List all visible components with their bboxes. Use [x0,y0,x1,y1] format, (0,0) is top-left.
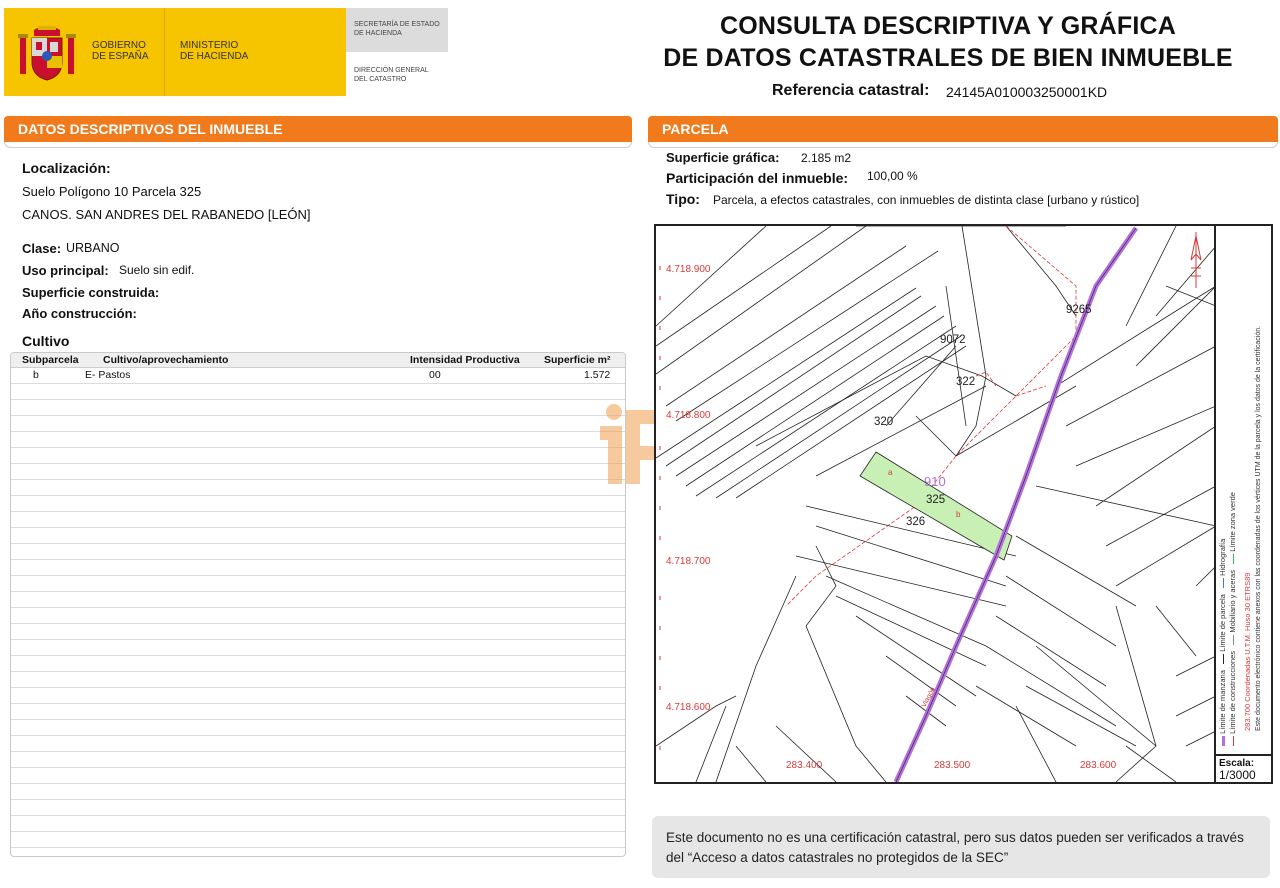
superficie-grafica-value: 2.185 m2 [801,151,852,165]
parcel-number: 325 [926,494,946,506]
y-grid-label: 4.718.900 [666,264,711,275]
government-logo [4,8,448,96]
section-title-part2: INMUEBLE [209,121,283,137]
subparcel-letter: a [888,468,893,477]
parcel-number: 322 [956,376,976,388]
table-row [11,368,625,384]
scale-value: 1/3000 [1219,768,1256,782]
tipo-value: Parcela, a efectos catastrales, con inmuebles de distinta clase [urbano y rústico] [713,193,1140,207]
empty-row [11,640,625,656]
y-grid-label: 4.718.600 [666,702,711,713]
empty-row [11,704,625,720]
scale-label: Escala: [1219,758,1255,769]
empty-row [11,592,625,608]
empty-row [11,624,625,640]
empty-row [11,464,625,480]
parcel-number: 910 [924,474,946,489]
empty-row [11,768,625,784]
title-line-2: DE DATOS CATASTRALES DE BIEN INMUEBLE [663,44,1233,72]
document-title [660,10,1236,74]
parcel-number: 326 [906,516,926,528]
legend-limite-parcela: Límite de parcela [1218,594,1227,652]
cell-cultivo: E- Pastos [85,369,131,381]
legend-limite-construcciones: Límite de construcciones [1228,650,1237,734]
participacion-value: 100,00 % [867,169,918,183]
refcat-value: 24145A010003250001KD [946,84,1108,100]
cell-subparcela: b [33,369,39,381]
participacion-label: Participación del inmueble: [666,170,849,186]
clase-label: Clase: [22,241,62,256]
empty-row [11,384,625,400]
uso-principal-value: Suelo sin edif. [119,263,195,277]
subparcel-letter: b [956,510,961,519]
secretaria-label: SECRETARÍA DE ESTADO DE HACIENDA [346,8,448,52]
coords-text: 283.700 Coordenadas U.T.M. Huso 30 ETRS89 [1243,572,1252,731]
col-cultivo: Cultivo/aprovechamiento [103,354,229,366]
anio-construccion-label: Año construcción: [22,306,137,321]
cell-superficie: 1.572 [584,369,611,381]
x-grid-label: 283.400 [786,760,823,771]
clase-value: URBANO [66,241,120,255]
legend-limite-manzana: Límite de manzana [1218,670,1227,734]
superficie-grafica-label: Superficie gráfica: [666,150,780,165]
empty-row [11,688,625,704]
legend-row-2 [1228,492,1237,746]
parcel-number: 9072 [940,334,966,346]
section-underline [4,142,632,148]
empty-row [11,784,625,800]
disclaimer-note: Este documento no es una certificación catastral, pero sus datos pueden ser verificados a través del “Acceso a datos catastrales no protegidos de la SEC” [652,816,1270,878]
empty-row [11,432,625,448]
col-subparcela: Subparcela [22,354,79,366]
scale-box [1214,754,1271,782]
parcela-header: PARCELA [648,116,1278,142]
legend-zona-verde: Límite zona verde [1228,492,1237,552]
empty-row [11,832,625,848]
empty-row [11,496,625,512]
title-line-1: CONSULTA DESCRIPTIVA Y GRÁFICA [719,12,1177,40]
datos-descriptivos-header [4,116,632,142]
col-superficie: Superficie m² [544,354,611,366]
annex-text: Este documento electrónico contiene anexos con las coordenadas de los vértices UTM de la parcela y los datos de la certificación. [1255,325,1262,731]
empty-row [11,448,625,464]
empty-row [11,528,625,544]
legend-mobiliario: Mobiliario y aceras [1228,570,1237,633]
north-arrow-icon [1188,232,1204,288]
col-intensidad: Intensidad Productiva [410,354,520,366]
logo-divider [164,8,165,96]
y-grid-label: 4.718.700 [666,556,711,567]
empty-row [11,544,625,560]
empty-row [11,720,625,736]
localizacion-line2: CANOS. SAN ANDRES DEL RABANEDO [LEÓN] [22,207,311,222]
legend-hidrografia: Hidrografía [1218,538,1227,576]
cadastral-map[interactable] [654,224,1273,784]
legend-row-1 [1218,539,1227,746]
ministerio-label: MINISTERIO DE HACIENDA [180,40,249,62]
gobierno-label: GOBIERNO DE ESPAÑA [92,40,149,62]
empty-row [11,576,625,592]
localizacion-label: Localización: [22,160,111,176]
uso-principal-label: Uso principal: [22,263,109,278]
empty-row [11,816,625,832]
y-grid-label: 4.718.800 [666,410,711,421]
cell-intensidad: 00 [429,369,441,381]
empty-row [11,752,625,768]
highlighted-parcel [860,452,1012,560]
empty-row [11,480,625,496]
cultivo-title: Cultivo [22,333,70,349]
empty-row [11,512,625,528]
refcat-label: Referencia catastral: [772,82,930,99]
cultivo-table-header [11,353,625,368]
empty-row [11,416,625,432]
empty-row [11,608,625,624]
x-grid-label: 283.500 [934,760,971,771]
empty-row [11,672,625,688]
empty-row [11,560,625,576]
empty-row [11,800,625,816]
empty-row [11,656,625,672]
empty-table-rows [11,384,625,857]
empty-row [11,848,625,857]
section-title-part1: DATOS DESCRIPTIVOS DEL [18,121,210,137]
direccion-general-label: DIRECCIÓN GENERAL DEL CATASTRO [354,67,429,83]
parcel-number: 320 [874,416,894,428]
tipo-label: Tipo: [666,191,700,207]
parcela-underline [648,142,1278,148]
localizacion-line1: Suelo Polígono 10 Parcela 325 [22,184,202,199]
cultivo-table [10,352,626,857]
map-legend [1214,226,1271,754]
road-label: Viagón [920,686,938,709]
empty-row [11,736,625,752]
superficie-construida-label: Superficie construida: [22,285,160,300]
empty-row [11,400,625,416]
coat-of-arms-icon [16,22,78,84]
parcel-number: 9265 [1066,304,1092,316]
x-grid-label: 283.600 [1080,760,1117,771]
